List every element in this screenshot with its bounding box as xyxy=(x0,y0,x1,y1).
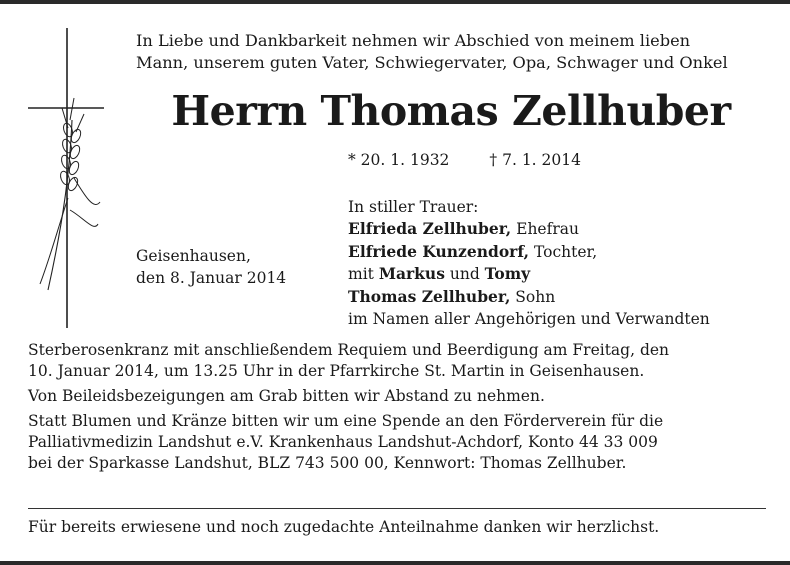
paragraph-line: Palliativmedizin Landshut e.V. Krankenhaus Landshut-Achdorf, Konto 44 33 009 xyxy=(28,433,658,451)
paragraph-donation xyxy=(28,411,766,474)
place-line: Geisenhausen, xyxy=(136,247,251,265)
mourners-list xyxy=(348,196,710,330)
paragraph-line: Von Beileidsbezeigungen am Grab bitten wir Abstand zu nehmen. xyxy=(28,387,545,405)
date-line: den 8. Januar 2014 xyxy=(136,269,287,287)
death-date: † 7. 1. 2014 xyxy=(489,151,581,169)
mourner-role: Ehefrau xyxy=(511,220,579,239)
paragraph-line: 10. Januar 2014, um 13.25 Uhr in der Pfarrkirche St. Martin in Geisenhausen. xyxy=(28,362,645,380)
paragraph-service xyxy=(28,340,766,382)
mourner-line xyxy=(348,263,710,285)
intro-line: Mann, unserem guten Vater, Schwiegervater, Opa, Schwager und Onkel xyxy=(136,53,728,72)
mourner-role: Sohn xyxy=(510,287,556,306)
mourner-role: Tochter, xyxy=(529,242,598,261)
intro-text xyxy=(136,30,766,74)
bottom-border xyxy=(0,561,790,565)
paragraph-line: Statt Blumen und Kränze bitten wir um eine Spende an den Förderverein für die xyxy=(28,412,664,430)
intro-line: In Liebe und Dankbarkeit nehmen wir Abschied von meinem lieben xyxy=(136,31,691,50)
service-details xyxy=(28,340,766,478)
mourner-prefix: mit xyxy=(348,265,379,284)
birth-date: * 20. 1. 1932 xyxy=(348,151,450,169)
mourner-name: Tomy xyxy=(484,264,531,284)
mourner-name: Thomas Zellhuber, xyxy=(348,286,511,306)
mourner-line xyxy=(348,286,710,308)
divider xyxy=(28,508,766,509)
top-border xyxy=(0,0,790,4)
place-and-date xyxy=(136,245,286,289)
paragraph-condolences xyxy=(28,386,766,407)
mourner-line xyxy=(348,218,710,240)
cross-with-wheat-icon xyxy=(28,28,106,333)
deceased-name: Herrn Thomas Zellhuber xyxy=(171,87,731,135)
paragraph-line: Sterberosenkranz mit anschließendem Requiem und Beerdigung am Freitag, den xyxy=(28,341,670,359)
mourner-name: Markus xyxy=(378,264,445,284)
mourners-closing-line: im Namen aller Angehörigen und Verwandten xyxy=(348,310,710,329)
mourner-line xyxy=(348,241,710,263)
paragraph-line: bei der Sparkasse Landshut, BLZ 743 500 00, Kennwort: Thomas Zellhuber. xyxy=(28,454,627,472)
closing-thanks: Für bereits erwiesene und noch zugedachte Anteilnahme danken wir herzlichst. xyxy=(28,518,660,536)
mourner-joiner: und xyxy=(444,265,485,284)
mourner-name: Elfriede Kunzendorf, xyxy=(348,241,530,261)
life-dates xyxy=(348,150,581,170)
mourner-name: Elfrieda Zellhuber, xyxy=(348,219,512,239)
mourners-heading: In stiller Trauer: xyxy=(348,198,479,216)
